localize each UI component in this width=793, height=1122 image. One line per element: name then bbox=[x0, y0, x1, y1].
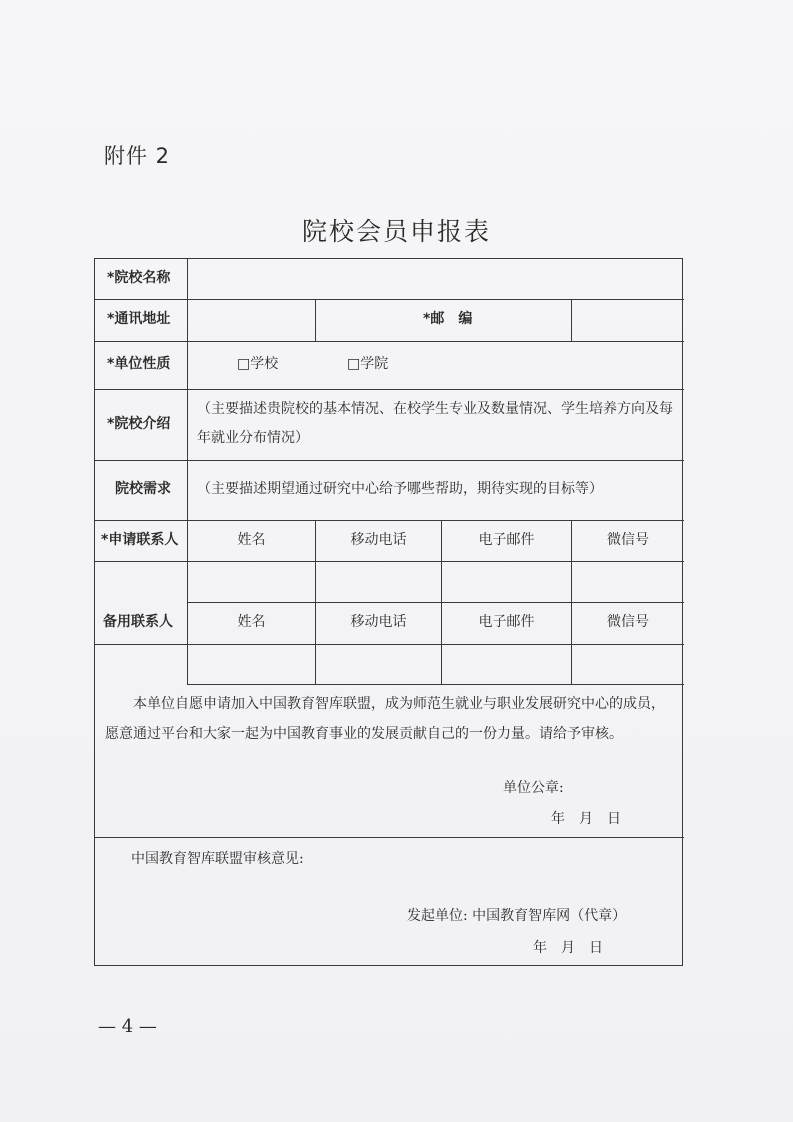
page-number: — 4 — bbox=[98, 1016, 157, 1037]
school-name-field[interactable] bbox=[188, 259, 684, 299]
address-field[interactable] bbox=[188, 299, 315, 341]
backup-mobile-field[interactable] bbox=[316, 644, 441, 684]
backup-wechat-field[interactable] bbox=[572, 644, 684, 684]
backup-label: 备用联系人 bbox=[103, 614, 173, 631]
col-divider bbox=[315, 299, 316, 341]
applicant-name-field[interactable] bbox=[188, 561, 315, 602]
backup-col-email: 电子邮件 bbox=[478, 614, 535, 631]
review-opinion-label: 中国教育智库联盟审核意见: bbox=[131, 851, 304, 868]
postcode-field[interactable] bbox=[572, 299, 684, 341]
needs-label: 院校需求 bbox=[115, 481, 171, 498]
nature-label: *单位性质 bbox=[107, 356, 171, 373]
postcode-label: *邮 编 bbox=[423, 311, 473, 328]
declaration-date: 年 月 日 bbox=[551, 811, 621, 828]
initiator-label: 发起单位: 中国教育智库网（代章） bbox=[407, 908, 627, 925]
form-title: 院校会员申报表 bbox=[301, 217, 491, 246]
applicant-mobile-field[interactable] bbox=[316, 561, 441, 602]
attachment-label: 附件 2 bbox=[104, 144, 171, 168]
applicant-col-email: 电子邮件 bbox=[478, 531, 535, 548]
backup-email-field[interactable] bbox=[442, 644, 571, 684]
row-divider bbox=[187, 684, 684, 685]
declaration-text: 本单位自愿申请加入中国教育智库联盟，成为师范生就业与职业发展研究中心的成员，愿意通过平台和大家一起为中国教育事业的发展贡献自己的一份力量。请给予审核。 bbox=[105, 696, 665, 742]
needs-hint: （主要描述期望通过研究中心给予哪些帮助，期待实现的目标等） bbox=[197, 481, 603, 498]
backup-col-mobile: 移动电话 bbox=[350, 614, 407, 631]
applicant-wechat-field[interactable] bbox=[572, 561, 684, 602]
row-divider bbox=[95, 341, 684, 342]
nature-checkbox-college[interactable]: □学院 bbox=[347, 356, 389, 373]
applicant-col-name: 姓名 bbox=[237, 531, 266, 548]
nature-checkbox-school[interactable]: □学校 bbox=[237, 356, 279, 373]
backup-col-wechat: 微信号 bbox=[607, 614, 649, 631]
row-divider bbox=[95, 389, 684, 390]
address-label: *通讯地址 bbox=[107, 311, 171, 328]
seal-label: 单位公章: bbox=[503, 780, 564, 797]
application-form-table bbox=[94, 258, 683, 966]
applicant-col-mobile: 移动电话 bbox=[350, 531, 407, 548]
backup-col-name: 姓名 bbox=[237, 614, 266, 631]
applicant-email-field[interactable] bbox=[442, 561, 571, 602]
row-divider bbox=[95, 837, 684, 838]
backup-name-field[interactable] bbox=[188, 644, 315, 684]
applicant-col-wechat: 微信号 bbox=[607, 531, 649, 548]
intro-label: *院校介绍 bbox=[107, 415, 171, 432]
school-name-label: *院校名称 bbox=[107, 270, 171, 287]
intro-hint: （主要描述贵院校的基本情况、在校学生专业及数量情况、学生培养方向及每年就业分布情况） bbox=[197, 401, 673, 446]
applicant-label: *申请联系人 bbox=[101, 531, 179, 548]
review-date: 年 月 日 bbox=[533, 940, 603, 957]
